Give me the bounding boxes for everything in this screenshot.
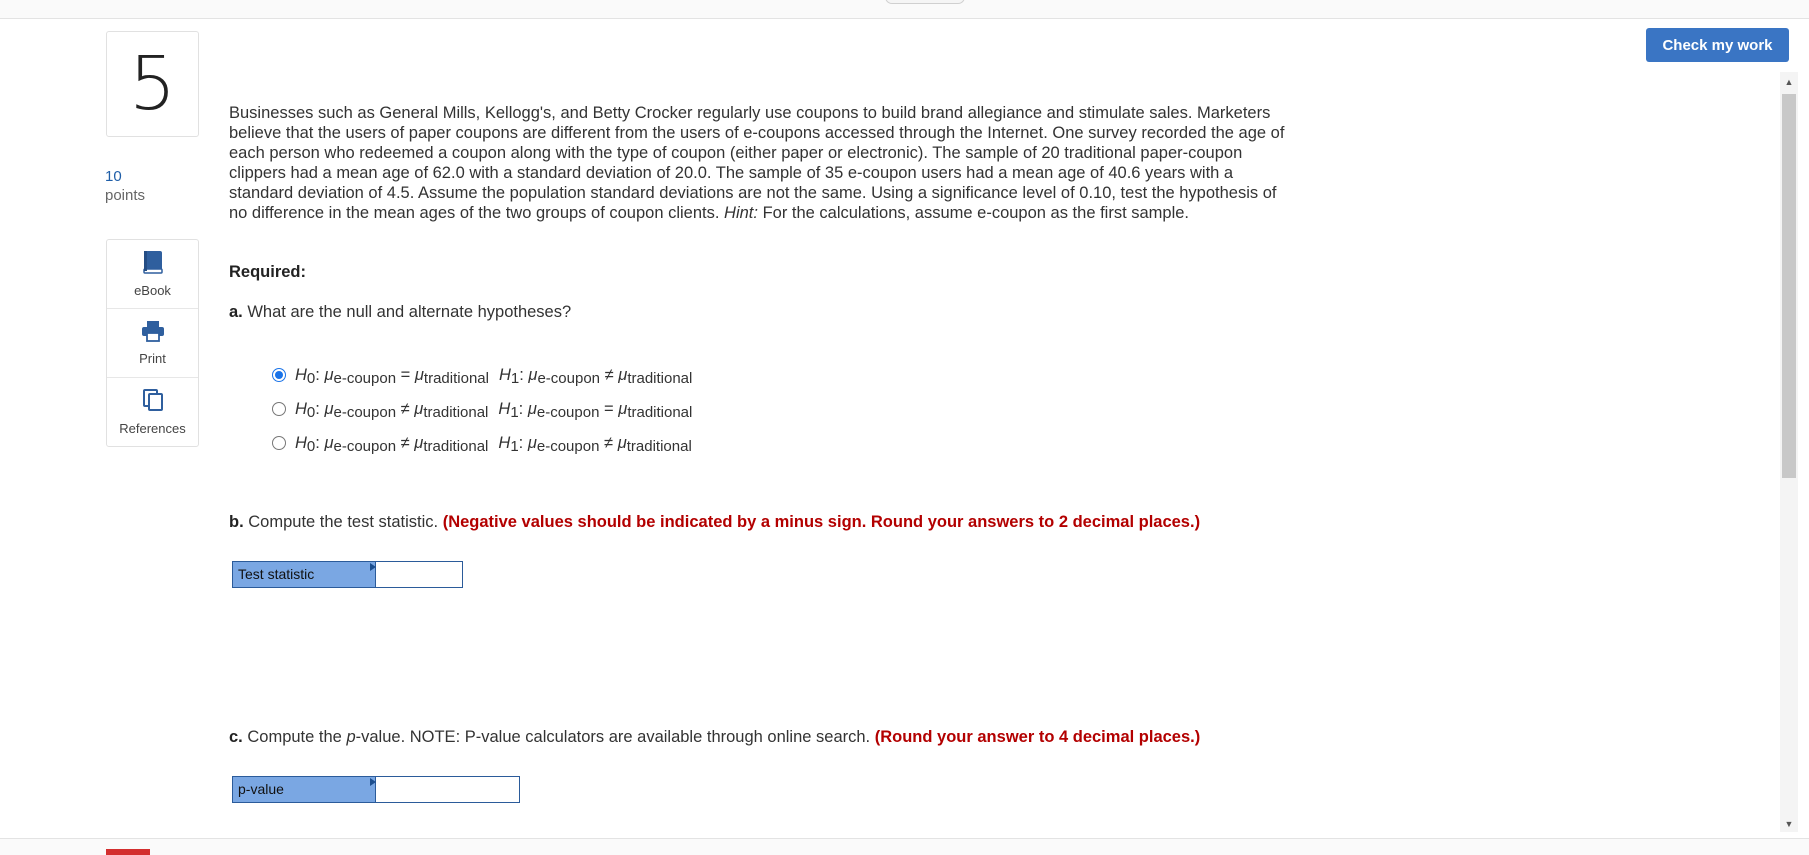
mu-sub-traditional: traditional xyxy=(423,403,489,421)
h1-subscript: 1 xyxy=(510,403,519,421)
part-a-letter: a. xyxy=(229,303,243,321)
part-a-text: What are the null and alternate hypotheses? xyxy=(247,303,572,321)
points-label: points xyxy=(105,187,146,204)
h0-symbol: H xyxy=(295,433,307,452)
h1-symbol: H xyxy=(498,365,511,384)
tools-panel xyxy=(106,239,199,447)
h0-symbol: H xyxy=(295,365,307,384)
bottom-bar xyxy=(0,838,1809,855)
part-c-instruction: (Round your answer to 4 decimal places.) xyxy=(874,728,1201,746)
h0-operator: ≠ xyxy=(400,399,410,418)
hypothesis-option-3[interactable]: H 0 : μ e-coupon ≠ μ traditional H 1 : μ e-coupon ≠ μ traditional xyxy=(272,426,692,460)
bottom-red-marker xyxy=(106,849,150,855)
p-value-label: p-value xyxy=(233,777,376,802)
radio-option-2[interactable] xyxy=(272,402,286,416)
scroll-down-arrow-icon[interactable]: ▼ xyxy=(1784,819,1794,829)
h0-subscript: 0 xyxy=(306,403,316,421)
ebook-label: eBook xyxy=(134,283,171,298)
test-statistic-label: Test statistic xyxy=(233,562,376,587)
mu-symbol: μ xyxy=(324,399,334,418)
question-number-card xyxy=(106,31,199,137)
mu-symbol: μ xyxy=(618,399,628,418)
problem-text-main: Businesses such as General Mills, Kellogg's, and Betty Crocker regularly use coupons to build brand allegiance and stimulate sales. Marketers believe that the users of paper coupons are different from the users of e-coupons accessed through the Internet. One survey recorded the age of each person who redeemed a coupon along with the type of coupon (either paper or electronic). The sample of 20 traditional paper-coupon clippers had a mean age of 62.0 with a standard deviation of 20.0. The sample of 35 e-coupon users had a mean age of 40.6 years with a standard deviation of 4.5. Assume the population standard deviations are not the same. Using a significance level of 0.10, test the hypothesis of no difference in the mean ages of the two groups of coupon clients. xyxy=(229,104,1285,222)
h0-operator: = xyxy=(400,365,411,384)
part-b-text: Compute the test statistic. xyxy=(248,513,439,531)
h1-subscript: 1 xyxy=(510,437,519,455)
mu-symbol: μ xyxy=(617,433,627,452)
mu-symbol: μ xyxy=(324,365,334,384)
h1-subscript: 1 xyxy=(510,369,520,387)
part-c-p-italic: p xyxy=(346,728,356,746)
h0-subscript: 0 xyxy=(306,437,316,455)
test-statistic-row xyxy=(232,561,463,588)
vertical-scrollbar[interactable] xyxy=(1780,72,1798,832)
mu-sub-traditional: traditional xyxy=(423,369,489,387)
p-value-row xyxy=(232,776,520,803)
mu-sub-ecoupon: e-coupon xyxy=(333,369,397,387)
part-b-question xyxy=(229,513,1200,532)
part-b-instruction: (Negative values should be indicated by a minus sign. Round your answers to 2 decimal places.) xyxy=(442,513,1201,531)
h0-symbol: H xyxy=(295,399,307,418)
mu-symbol: μ xyxy=(527,433,537,452)
scroll-up-arrow-icon[interactable]: ▲ xyxy=(1784,77,1794,87)
mu-sub-traditional: traditional xyxy=(627,369,693,387)
copy-icon xyxy=(142,388,164,417)
h1-operator: ≠ xyxy=(604,433,614,452)
mu-symbol: μ xyxy=(527,399,537,418)
points-value: 10 xyxy=(105,168,122,185)
mu-sub-traditional: traditional xyxy=(423,437,489,455)
h1-operator: = xyxy=(604,399,614,418)
printer-icon xyxy=(141,320,165,347)
required-heading: Required: xyxy=(229,263,307,281)
problem-statement xyxy=(229,103,1289,223)
hypothesis-options xyxy=(272,358,692,460)
top-bar xyxy=(0,0,1809,19)
part-b-letter: b. xyxy=(229,513,244,531)
test-statistic-input[interactable] xyxy=(376,562,462,587)
part-c-letter: c. xyxy=(229,728,243,746)
part-c-text-post: -value. NOTE: P-value calculators are available through online search. xyxy=(355,728,871,746)
mu-symbol: μ xyxy=(414,365,424,384)
h1-symbol: H xyxy=(498,399,511,418)
mu-sub-traditional: traditional xyxy=(626,437,692,455)
mu-sub-traditional: traditional xyxy=(627,403,693,421)
check-my-work-button[interactable]: Check my work xyxy=(1646,28,1789,62)
radio-option-3[interactable] xyxy=(272,436,286,450)
radio-option-1[interactable] xyxy=(272,368,286,382)
mu-sub-ecoupon: e-coupon xyxy=(333,437,397,455)
h1-symbol: H xyxy=(498,433,511,452)
h0-operator: ≠ xyxy=(400,433,410,452)
print-button[interactable] xyxy=(107,309,198,378)
mu-symbol: μ xyxy=(324,433,334,452)
hint-label: Hint: xyxy=(724,204,758,222)
top-pill-button[interactable] xyxy=(885,0,965,4)
p-value-input[interactable] xyxy=(376,777,519,802)
references-label: References xyxy=(119,421,186,436)
scrollbar-thumb[interactable] xyxy=(1782,94,1796,478)
mu-sub-ecoupon: e-coupon xyxy=(333,403,397,421)
mu-sub-ecoupon: e-coupon xyxy=(536,437,600,455)
mu-symbol: μ xyxy=(618,365,628,384)
h0-subscript: 0 xyxy=(306,369,316,387)
problem-text xyxy=(229,103,1289,223)
mu-symbol: μ xyxy=(528,365,538,384)
mu-symbol: μ xyxy=(414,433,424,452)
ebook-button[interactable] xyxy=(107,240,198,309)
problem-text-hint: For the calculations, assume e-coupon as the first sample. xyxy=(762,204,1190,222)
hypothesis-option-1[interactable]: H 0 : μ e-coupon = μ traditional H 1 : μ e-coupon ≠ μ traditional xyxy=(272,358,692,392)
points-block xyxy=(105,167,145,205)
part-c-question xyxy=(229,728,1200,747)
h1-operator: ≠ xyxy=(604,365,614,384)
part-c-text-pre: Compute the xyxy=(247,728,342,746)
part-a-question xyxy=(229,303,571,322)
hypothesis-option-2[interactable]: H 0 : μ e-coupon ≠ μ traditional H 1 : μ e-coupon = μ traditional xyxy=(272,392,692,426)
book-icon xyxy=(142,250,164,279)
print-label: Print xyxy=(139,351,166,366)
question-number: 5 xyxy=(128,41,177,127)
mu-symbol: μ xyxy=(414,399,424,418)
mu-sub-ecoupon: e-coupon xyxy=(537,369,601,387)
mu-sub-ecoupon: e-coupon xyxy=(536,403,600,421)
references-button[interactable] xyxy=(107,378,198,446)
